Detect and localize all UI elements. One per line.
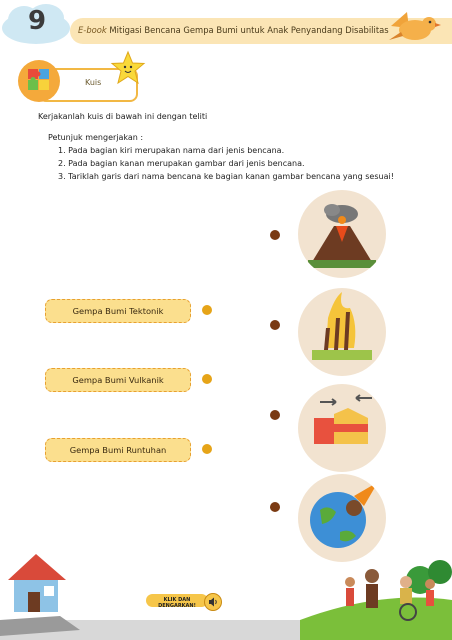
option-gempa-runtuhan[interactable] bbox=[45, 438, 191, 462]
book-title bbox=[78, 25, 389, 35]
option-label: Gempa Bumi Vulkanik bbox=[72, 375, 164, 385]
option-gempa-vulkanik[interactable] bbox=[45, 368, 191, 392]
connector-dot-left[interactable] bbox=[202, 444, 212, 454]
speaker-icon[interactable] bbox=[204, 593, 222, 611]
instructions-title: Petunjuk mengerjakan : bbox=[48, 133, 144, 142]
connector-dot-right[interactable] bbox=[270, 502, 280, 512]
star-icon bbox=[110, 50, 146, 86]
earth-fault-icon bbox=[298, 384, 386, 472]
connector-dot-left[interactable] bbox=[202, 374, 212, 384]
book-title-text: Mitigasi Bencana Gempa Bumi untuk Anak Penyandang Disabilitas bbox=[109, 25, 389, 35]
connector-dot-right[interactable] bbox=[270, 320, 280, 330]
instruction-step: 1. Pada bagian kiri merupakan nama dari jenis bencana. bbox=[58, 146, 285, 155]
connector-dot-right[interactable] bbox=[270, 410, 280, 420]
option-gempa-tektonik[interactable] bbox=[45, 299, 191, 323]
quiz-intro: Kerjakanlah kuis di bawah ini dengan teliti bbox=[38, 112, 208, 121]
book-title-ebook: E-book bbox=[78, 25, 107, 35]
instruction-step: 2. Pada bagian kanan merupakan gambar dari jenis bencana. bbox=[58, 159, 305, 168]
quiz-badge-label: Kuis bbox=[85, 78, 102, 87]
footer-scene bbox=[0, 540, 452, 640]
bird-icon bbox=[385, 4, 441, 46]
puzzle-icon bbox=[18, 60, 60, 102]
option-label: Gempa Bumi Tektonik bbox=[72, 306, 164, 316]
option-label: Gempa Bumi Runtuhan bbox=[69, 445, 167, 455]
forest-fire-icon bbox=[298, 288, 386, 376]
connector-dot-right[interactable] bbox=[270, 230, 280, 240]
volcano-eruption-icon bbox=[298, 190, 386, 278]
connector-dot-left[interactable] bbox=[202, 305, 212, 315]
instruction-step: 3. Tariklah garis dari nama bencana ke bagian kanan gambar bencana yang sesuai! bbox=[58, 172, 394, 181]
page-number: 9 bbox=[27, 6, 47, 36]
house-icon bbox=[8, 554, 66, 612]
audio-button-label: KLIK DAN DENGARKAN! bbox=[158, 597, 196, 609]
